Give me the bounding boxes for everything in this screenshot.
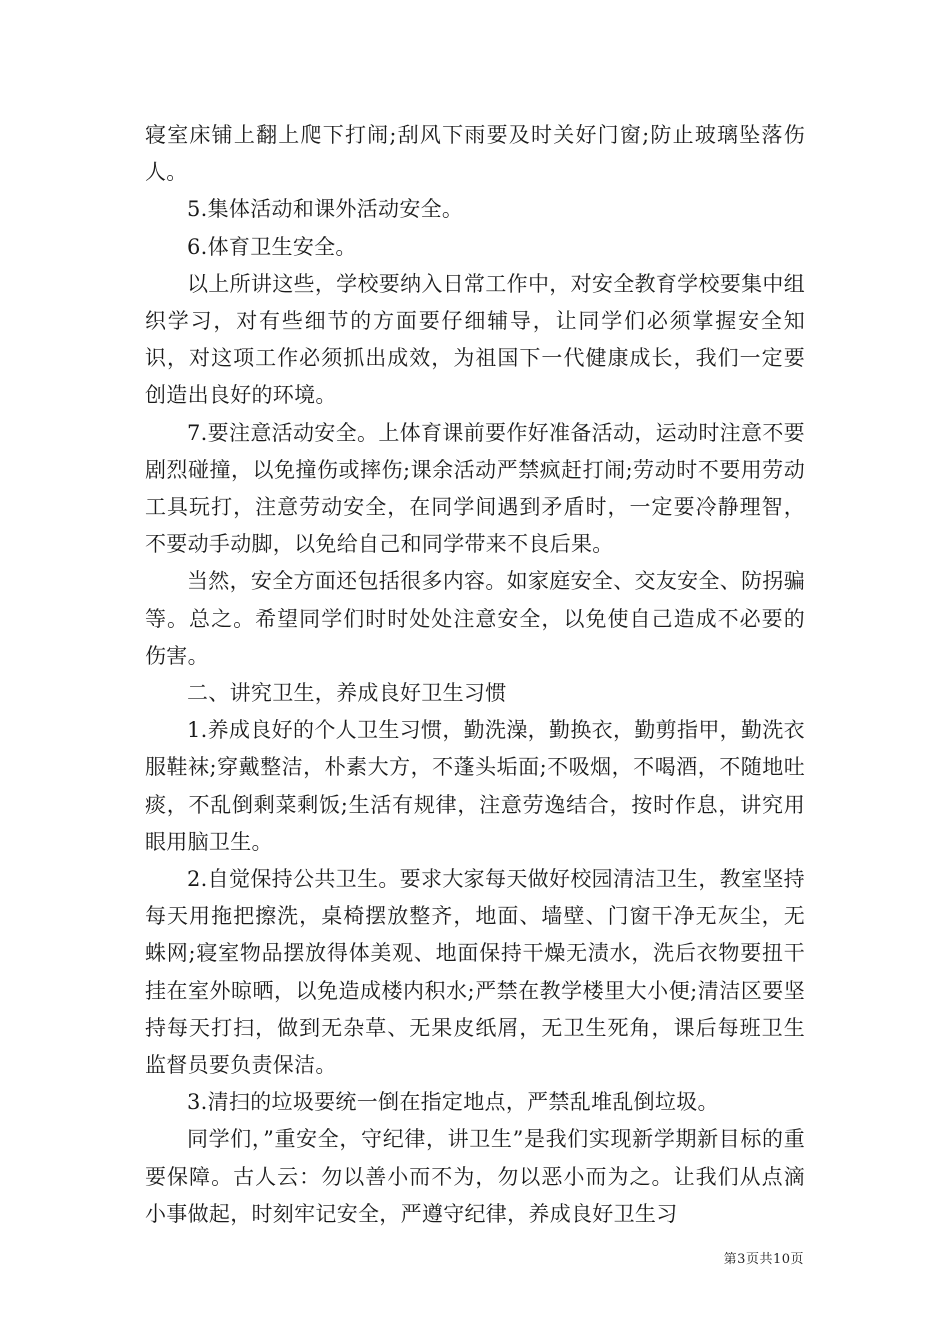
paragraph-item-5: 5.集体活动和课外活动安全。 [187, 197, 464, 222]
paragraph-hygiene-item-3: 3.清扫的垃圾要统一倒在指定地点，严禁乱堆乱倒垃圾。 [187, 1090, 719, 1115]
paragraph-item-7: 7.要注意活动安全。上体育课前要作好准备活动，运动时注意不要剧烈碰撞，以免撞伤或摔伤;课余活动严禁疯赶打闹;劳动时不要用劳动工具玩打，注意劳动安全，在同学间遇到矛盾时，一定要冷静理智，不要动手动脚，以免给自己和同学带来不良后果。 [145, 420, 805, 557]
paragraph-closing: 同学们，”重安全，守纪律，讲卫生”是我们实现新学期新目标的重要保障。古人云：勿以善小而不为，勿以恶小而为之。让我们从点滴小事做起，时刻牢记安全，严遵守纪律，养成良好卫生习 [145, 1127, 805, 1226]
paragraph-continuation: 寝室床铺上翻上爬下打闹;刮风下雨要及时关好门窗;防止玻璃坠落伤人。 [145, 123, 805, 185]
paragraph-item-6: 6.体育卫生安全。 [187, 234, 357, 259]
document-body [145, 117, 805, 1233]
paragraph-hygiene-item-2: 2.自觉保持公共卫生。要求大家每天做好校园清洁卫生，教室坚持每天用拖把擦洗，桌椅摆放整齐，地面、墙壁、门窗干净无灰尘，无蛛网;寝室物品摆放得体美观、地面保持干燥无渍水，洗后衣物要扭干挂在室外晾晒，以免造成楼内积水;严禁在教学楼里大小便;清洁区要坚持每天打扫，做到无杂草、无果皮纸屑，无卫生死角，课后每班卫生监督员要负责保洁。 [145, 867, 805, 1078]
section-heading-hygiene: 二、讲究卫生，养成良好卫生习惯 [187, 681, 507, 706]
paragraph-hygiene-item-1: 1.养成良好的个人卫生习惯，勤洗澡，勤换衣，勤剪指甲，勤洗衣服鞋袜;穿戴整洁，朴素大方，不蓬头垢面;不吸烟，不喝酒，不随地吐痰，不乱倒剩菜剩饭;生活有规律，注意劳逸结合，按时作息，讲究用眼用脑卫生。 [145, 718, 805, 854]
page-number-footer: 第3页共10页 [723, 1252, 804, 1267]
paragraph-other-safety: 当然，安全方面还包括很多内容。如家庭安全、交友安全、防拐骗等。总之。希望同学们时时处处注意安全，以免使自己造成不必要的伤害。 [145, 569, 805, 668]
paragraph-summary: 以上所讲这些，学校要纳入日常工作中，对安全教育学校要集中组织学习，对有些细节的方面要仔细辅导，让同学们必须掌握安全知识，对这项工作必须抓出成效，为祖国下一代健康成长，我们一定要创造出良好的环境。 [145, 271, 805, 408]
